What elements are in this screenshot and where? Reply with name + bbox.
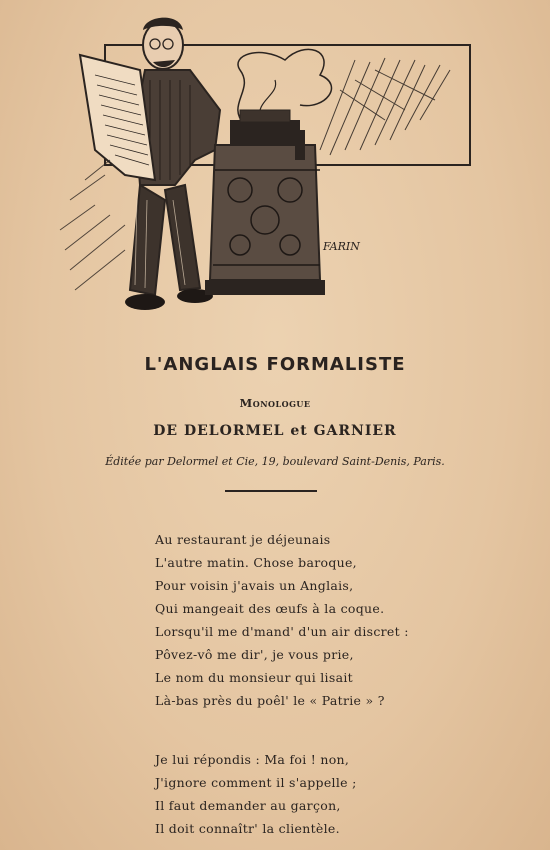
title: L'ANGLAIS FORMALISTE bbox=[144, 354, 406, 375]
poem-line: Le nom du monsieur qui lisait bbox=[155, 670, 353, 685]
poem-line: Pour voisin j'avais un Anglais, bbox=[155, 578, 354, 593]
stanza bbox=[155, 748, 357, 840]
poem-line: Lorsqu'il me d'mand' d'un air discret : bbox=[155, 624, 409, 639]
poem-line: Qui mangeait des œufs à la coque. bbox=[155, 601, 385, 616]
poem-line: Il faut demander au garçon, bbox=[155, 798, 341, 813]
authors: DE DELORMEL et GARNIER bbox=[153, 423, 397, 439]
stanza bbox=[155, 528, 409, 712]
poem-line: Il doit connaîtr' la clientèle. bbox=[155, 821, 340, 836]
poem-line: L'autre matin. Chose baroque, bbox=[155, 555, 357, 570]
publisher-line: Éditée par Delormel et Cie, 19, boulevard Saint-Denis, Paris. bbox=[105, 455, 445, 468]
divider bbox=[225, 490, 317, 492]
artist-signature: FARIN bbox=[323, 240, 360, 253]
poem-line: Là-bas près du poêl' le « Patrie » ? bbox=[155, 693, 385, 708]
poem-line: Je lui répondis : Ma foi ! non, bbox=[155, 752, 350, 767]
poem-line: J'ignore comment il s'appelle ; bbox=[155, 775, 357, 790]
engraving-illustration bbox=[55, 0, 480, 325]
poem-line: Pôvez-vô me dir', je vous prie, bbox=[155, 647, 354, 662]
poem-line: Au restaurant je déjeunais bbox=[155, 532, 331, 547]
subtitle: Monologue bbox=[239, 396, 311, 410]
